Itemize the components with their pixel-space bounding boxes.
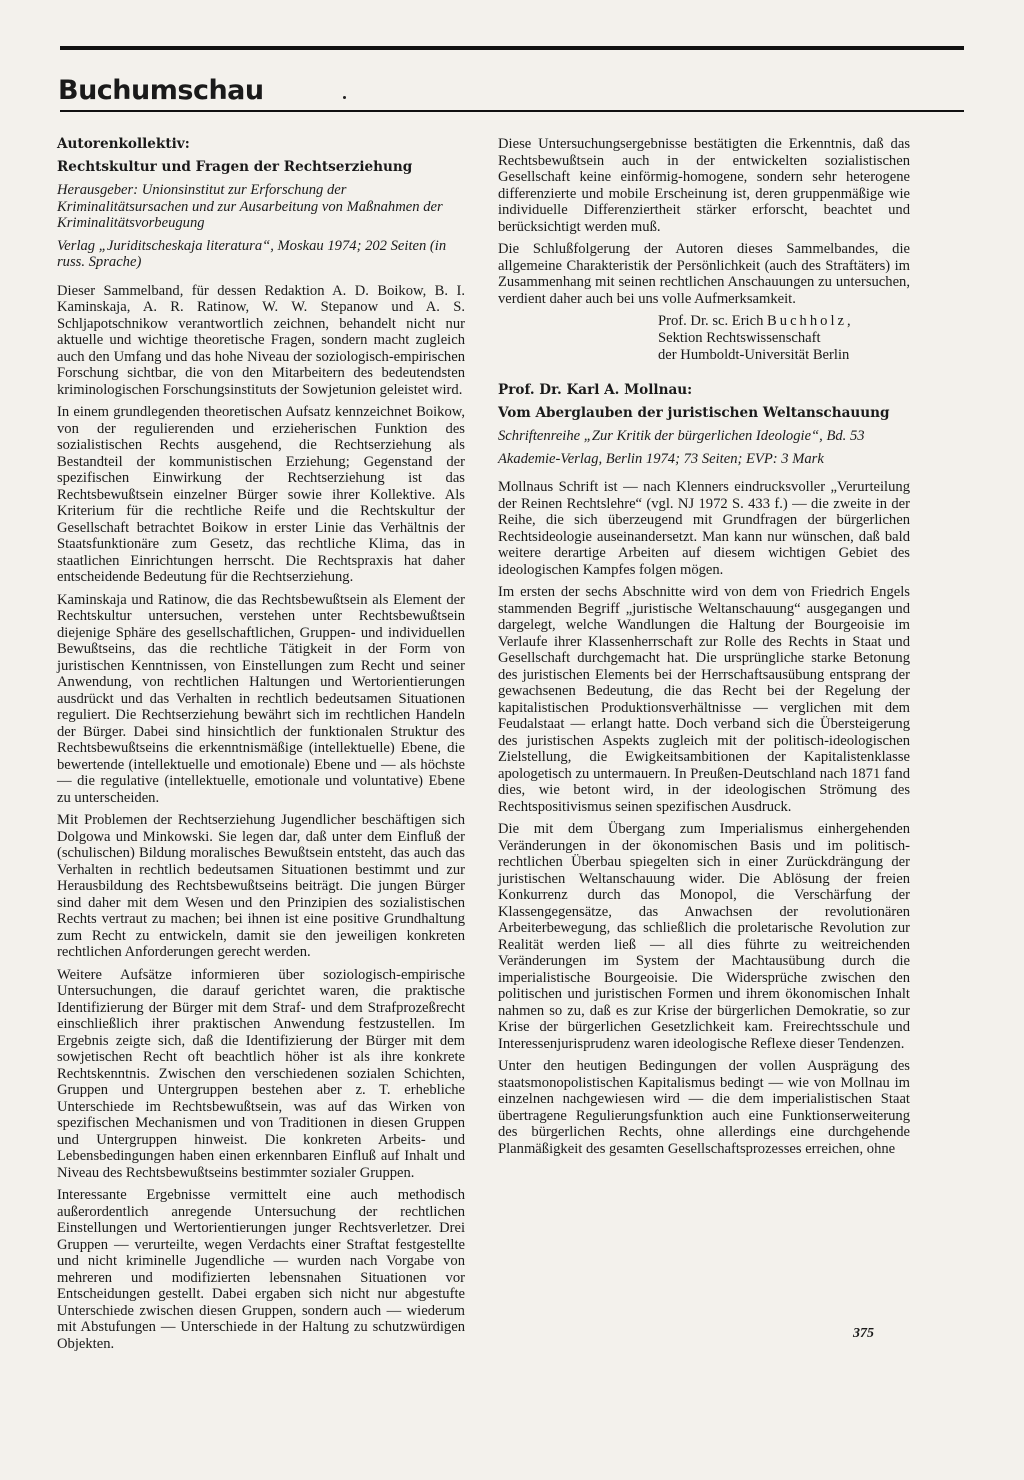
review-1-paragraph: Kaminskaja und Ratinow, die das Rechtsbewußtsein als Element der Rechtskultur untersuchen, verstehen unter Rechtsbewußtsein diejenige Sphäre des gesellschaftlichen, Gruppen- und individuellen Bewußtseins, das die rechtliche Tätigkeit in der Form von juristischen Kenntnissen, von Einstellungen zum Recht und seiner Anwendung, von rechtlichen Haltungen und Wertorientierungen ausdrückt und das Verhalten in rechtlich bedeutsamen Situationen reguliert. Die Rechtserziehung bewährt sich im rechtlichen Handeln der Bürger. Dabei sind hinsichtlich der funktionalen Struktur des Rechtsbewußtseins die erkenntnismäßige (intellektuelle) Ebene, die bewertende (intellektuelle und emotionale) Ebene und — als höchste — die regulative (intellektuelle, emotionale und voluntative) Ebene zu unterscheiden. (57, 591, 465, 806)
review-2-title: Vom Aberglauben der juristischen Weltanschauung (498, 405, 890, 421)
title-rule (60, 110, 964, 112)
review-2-paragraph: Die mit dem Übergang zum Imperialismus einhergehenden Veränderungen in der ökonomischen Basis und im politisch-rechtlichen Überbau spiegelten sich in einer Zurückdrängung der juristischen Weltanschauung wider. Die Ablösung der freien Konkurrenz durch das Monopol, die Verschärfung der Klassengegensätze, das Anwachsen der revolutionären Arbeiterbewegung, das schließlich die proletarische Revolution zur Realität werden ließ — all dies führte zu weitreichenden Veränderungen im System der Machtausübung durch die imperialistische Bourgeoisie. Die Widersprüche zwischen den politischen und juristischen Formen und ihrem ökonomischen Inhalt nahmen so zu, daß es zur Krise der bürgerlichen Demokratie, so zur Krise der bürgerlichen Gesetzlichkeit kam. Freirechtsschule und Interessenjurisprudenz waren ideologische Reflexe dieser Tendenzen. (498, 821, 910, 1052)
page-number: 375 (853, 1326, 874, 1341)
review-1-paragraph: Mit Problemen der Rechtserziehung Jugendlicher beschäftigen sich Dolgowa und Minkowski. Sie legen dar, daß unter dem Einfluß der (schulischen) Bildung moralisches Bewußtsein entsteht, das auch das Verhalten in rechtlich bedeutsamen Situationen bestimmt und zur Herausbildung des Rechtsbewußtseins beiträgt. Die jungen Bürger sind daher mit dem Wesen und den Prinzipien des sozialistischen Rechts vertraut zu machen; bei ihnen ist eine positive Grundhaltung zum Recht zu entwickeln, damit sie den jeweiligen konkreten rechtlichen Anforderungen gerecht werden. (57, 812, 465, 960)
review-1-title: Rechtskultur und Fragen der Rechtserziehung (57, 159, 413, 175)
review-1-paragraph: Dieser Sammelband, für dessen Redaktion A. D. Boikow, B. I. Kaminskaja, A. R. Ratinow, W. W. Stepanow und A. S. Schljapotschnikow verantwortlich zeichnen, behandelt nicht nur aktuelle und wichtige theoretische Fragen, sondern macht zugleich auch den Umfang und das hohe Niveau der soziologisch-empirischen Forschung sichtbar, die von den Mitarbeitern des bedeutendsten kriminologischen Forschungsinstituts der Sowjetunion geleistet wird. (57, 282, 465, 398)
review-1-paragraph: Die Schlußfolgerung der Autoren dieses Sammelbandes, die allgemeine Charakteristik der Persönlichkeit (auch des Straftäters) im Zusammenhang mit seinen rechtlichen Anschauungen zu untersuchen, verdient daher auch bei uns volle Aufmerksamkeit. (498, 241, 910, 307)
review-1-paragraph: In einem grundlegenden theoretischen Aufsatz kennzeichnet Boikow, von der regulierenden und erzieherischen Funktion des sozialistischen Rechts ausgehend, die Rechtserziehung als Bestandteil der kommunistischen Erziehung; Gegenstand der spezifischen Einwirkung der Rechtserziehung ist das Rechtsbewußtsein einzelner Bürger sowie ihrer Kollektive. Als Kriterium für die rechtliche Reife und die Rechtskultur der Gesellschaft betrachtet Boikow in erster Linie das Verhältnis der Staatsfunktionäre zum Gesetz, das rechtliche Klima, das in staatlichen Einrichtungen herrscht. Die Rechtspraxis hat daher entscheidende Bedeutung für die Rechtserziehung. (57, 404, 465, 585)
review-2-paragraph: Unter den heutigen Bedingungen der vollen Ausprägung des staatsmonopolistischen Kapitalismus bedingt — wie von Mollnau im einzelnen nachgewiesen wird — die dem imperialistischen Staat übertragene Regulierungsfunktion auch eine Funktionserweiterung des bürgerlichen Rechts, ohne allerdings eine durchgehende Planmäßigkeit des gesamten Gesellschaftsprozesses erreichen, ohne (498, 1058, 910, 1157)
review-2-paragraph: Mollnaus Schrift ist — nach Klenners eindrucksvoller „Verurteilung der Reinen Rechtslehre“ (vgl. NJ 1972 S. 433 f.) — die zweite in der Reihe, die sich überzeugend mit Grundfragen der bürgerlichen Rechtsideologie auseinandersetzt. Man kann nur wünschen, daß bald weitere derartige Arbeiten auf diesem wichtigen Gebiet des ideologischen Kampfes folgen mögen. (498, 479, 910, 578)
column-left (57, 136, 465, 1358)
review-2-series: Schriftenreihe „Zur Kritik der bürgerlichen Ideologie“, Bd. 53 (498, 428, 865, 444)
signature-line-2: Sektion Rechtswissenschaft (658, 330, 821, 346)
review-2-edition: Akademie-Verlag, Berlin 1974; 73 Seiten; EVP: 3 Mark (498, 450, 824, 467)
signature-surname: Buchholz, (767, 313, 854, 329)
review-2-paragraph: Im ersten der sechs Abschnitte wird von dem von Friedrich Engels stammenden Begriff „juristische Weltanschauung“ ausgegangen und dargelegt, welche Wandlungen die Haltung der Bourgeoisie im Verlaufe ihrer Klassenherrschaft zur Rolle des Rechts in Staat und Gesellschaft durchgemacht hat. Die ursprüngliche starke Betonung des juristischen Elements bei der Herrschaftsausübung entsprang der gewachsenen Bedeutung, die das Recht bei der Regelung der kapitalistischen Produktionsverhältnisse — verglichen mit dem Feudalstaat — erlangt hatte. Doch verband sich die Übersteigerung des juristischen Aspekts zugleich mit der politisch-ideologischen Zielstellung, die Ewigkeitsambitionen der Kapitalistenklasse apologetisch zu untermauern. In Preußen-Deutschland nach 1871 fand dies, wie betont wird, in der ideologischen Strömung des Rechtspositivismus seinen spezifischen Ausdruck. (498, 584, 910, 815)
top-rule (60, 46, 964, 50)
review-2-author: Prof. Dr. Karl A. Mollnau: (498, 382, 693, 398)
review-1-paragraph: Weitere Aufsätze informieren über soziologisch-empirische Untersuchungen, die darauf gerichtet waren, die praktische Identifizierung der Bürger mit dem Straf- und dem Strafprozeßrecht einschließlich ihrer praktischen Anwendung festzustellen. Im Ergebnis zeigte sich, daß die Identifizierung der Bürger mit dem sowjetischen Recht oft beachtlich höher ist als ihre konkrete Rechtskenntnis. Zwischen den verschiedenen sozialen Schichten, Gruppen und Untergruppen bestehen aber z. T. erhebliche Unterschiede im Rechtsbewußtsein, was auf das Wirken von spezifischen Mechanismen und von Traditionen in diesen Gruppen und Untergruppen hinweist. Die konkreten Arbeits- und Lebensbedingungen haben einen erkennbaren Einfluß auf Inhalt und Niveau des Rechtsbewußtseins bestimmter sozialer Gruppen. (57, 966, 465, 1181)
signature-line-3: der Humboldt-Universität Berlin (658, 347, 850, 363)
review-1-paragraph: Interessante Ergebnisse vermittelt eine auch methodisch außerordentlich anregende Untersuchung der rechtlichen Einstellungen und Wertorientierungen junger Rechtsverletzer. Drei Gruppen — verurteilte, wegen Verdachts einer Straftat festgestellte und nicht kriminelle Jugendliche — wurden nach Vorgabe von mehreren und modifizierten lebensnahen Situationen vor Entscheidungen gestellt. Dabei ergaben sich nicht nur abgestufte Unterschiede zwischen diesen Gruppen, sondern auch — wiederum mit Abstufungen — Unterschiede in der Haltung zu schutzwürdigen Objekten. (57, 1187, 465, 1352)
review-1-publisher: Herausgeber: Unionsinstitut zur Erforschung der Kriminalitätsursachen und zur Ausarbeitung von Maßnahmen der Kriminalitätsvorbeugung (57, 182, 443, 231)
section-title: Buchumschau (58, 75, 264, 106)
column-right (498, 136, 910, 1163)
review-1-edition: Verlag „Juriditscheskaja literatura“, Moskau 1974; 202 Seiten (in russ. Sprache) (57, 237, 447, 270)
title-dot (343, 96, 346, 99)
review-1-signature (498, 313, 910, 364)
review-1-paragraph: Diese Untersuchungsergebnisse bestätigten die Erkenntnis, daß das Rechtsbewußtsein auch in der entwickelten sozialistischen Gesellschaft keine einförmig-homogene, sondern sehr heterogene differenzierte und mobile Erscheinung ist, deren gruppenmäßige wie individuelle Differenziertheit stärker erforscht, beachtet und berücksichtigt werden muß. (498, 136, 910, 235)
review-1-author: Autorenkollektiv: (57, 136, 190, 152)
signature-line-1 (658, 313, 910, 330)
signature-prefix: Prof. Dr. sc. Erich (658, 313, 764, 329)
